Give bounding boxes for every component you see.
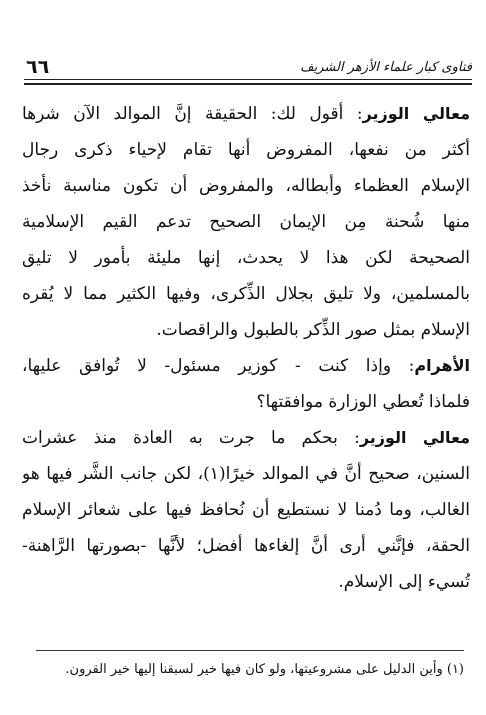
page-number: ٦٦ [26, 56, 50, 78]
text-line: أكثر من نفعها، المفروض أنها تقام لإحياء ذكرى رجال [22, 140, 470, 160]
body-text [22, 96, 470, 600]
text-line: الإسلام العظماء وأبطاله، والمفروض أن تكون مناسبة نأخذ [22, 176, 470, 196]
text-line: الإسلام بمثل صور الذِّكر بالطبول والراقصات. [156, 320, 470, 340]
header-rule [24, 79, 472, 80]
text-line: تُسيء إلى الإسلام. [338, 572, 470, 592]
text-line: الحقة، فإنَّني أرى أنَّ إلغاءها أفضل؛ لأنَّها -بصورتها الرَّاهنة- [22, 536, 470, 556]
text-line: فلماذا تُعطي الوزارة موافقتها؟ [256, 392, 470, 412]
speaker-label: الأهرام [414, 356, 470, 375]
text-line: بالمسلمين، ولا تليق بجلال الذِّكرى، وفيها الكثير مما لا يُقره [22, 284, 470, 304]
speaker-label: معالي الوزير [362, 104, 470, 123]
text-line: منها شُحنة مِن الإيمان الصحيح تدعم القيم الإسلامية [22, 212, 470, 232]
text-line: معالي الوزير: أقول لك: الحقيقة إنَّ الموالد الآن شرها [22, 104, 470, 124]
text-line: الغالب، وما دُمنا لا نستطيع أن نُحافظ فيها على شعائر الإسلام [22, 500, 470, 520]
header-rule-thick [24, 83, 472, 85]
text-line: الصحيحة لكن هذا لا يحدث، إنها مليئة بأمور لا تليق [22, 248, 470, 268]
footnote-rule [36, 650, 464, 651]
text-line: معالي الوزير: بحكم ما جرت به العادة منذ عشرات [22, 428, 470, 448]
running-title: فتاوى كبار علماء الأزهر الشريف [300, 60, 472, 75]
footnote: (١) وأين الدليل على مشروعيتها، ولو كان فيها خير لسبقنا إليها خير القرون. [65, 662, 464, 677]
text-line: السنين، صحيح أنَّ في الموالد خيرًا(١)، لكن جانب الشَّر فيها هو [22, 464, 470, 484]
speaker-label: معالي الوزير [359, 428, 470, 447]
page-header [24, 56, 472, 92]
text-line: الأهرام: وإذا كنت - كوزير مسئول- لا تُوافق عليها، [22, 356, 470, 376]
